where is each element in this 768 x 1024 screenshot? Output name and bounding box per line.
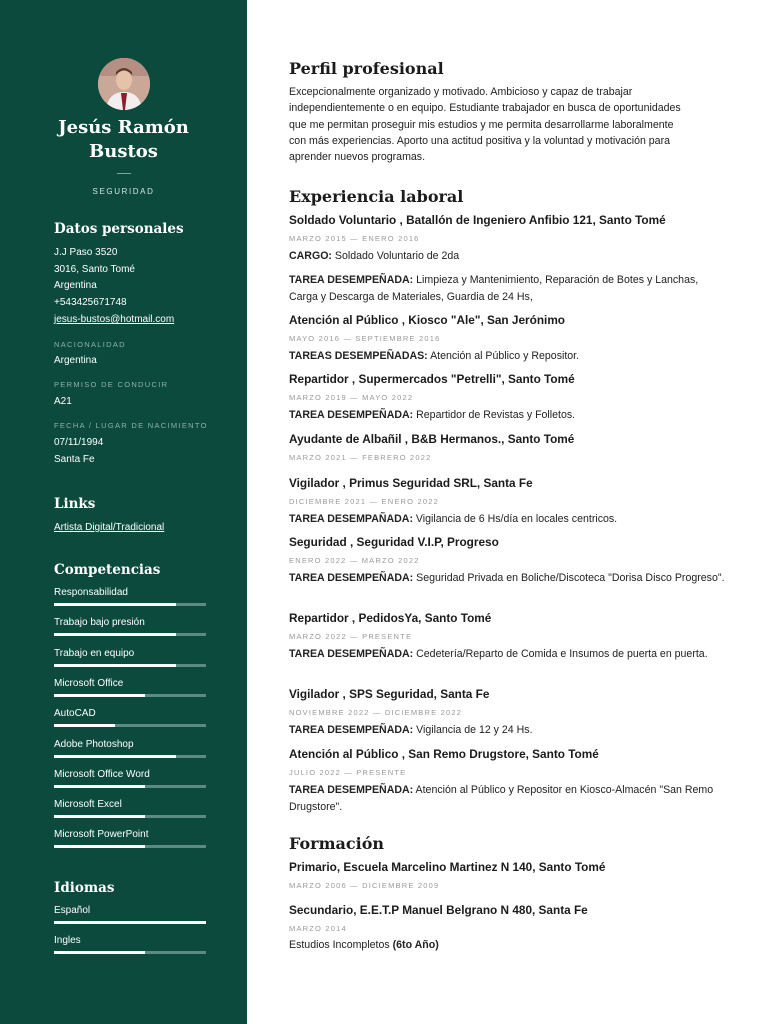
job-description xyxy=(289,272,729,305)
profile-line: Excepcionalmente organizado y motivado. Ambicioso y capaz de trabajar xyxy=(289,86,633,98)
email-link[interactable]: jesus-bustos@hotmail.com xyxy=(54,314,175,325)
link-item[interactable]: Artista Digital/Tradicional xyxy=(54,522,165,533)
language-label: Ingles xyxy=(54,935,81,947)
education-date: MARZO 2014 xyxy=(289,924,347,933)
job-description-text: Repartidor de Revistas y Folletos. xyxy=(413,409,576,421)
skills-heading: Competencias xyxy=(54,562,161,578)
skill-bar-fill xyxy=(54,724,115,727)
skill-label: AutoCAD xyxy=(54,708,96,720)
links-heading: Links xyxy=(54,496,96,512)
job-description-label: TAREA DESEMPAÑADA: xyxy=(289,513,413,525)
job-title: Atención al Público , Kiosco "Ale", San Jerónimo xyxy=(289,313,566,327)
job-description xyxy=(289,646,729,663)
skill-label: Adobe Photoshop xyxy=(54,738,134,750)
job-description-text: Atención al Público y Repositor en Kiosco-Almacén "San Remo Drugstore". xyxy=(289,784,714,813)
language-bar xyxy=(54,951,206,954)
job-title: Vigilador , Primus Seguridad SRL, Santa Fe xyxy=(289,476,533,490)
profile-heading: Perfil profesional xyxy=(289,59,444,78)
skill-label: Microsoft Office Word xyxy=(54,768,150,780)
country: Argentina xyxy=(54,280,97,291)
job-date: ENERO 2022 — MARZO 2022 xyxy=(289,556,420,565)
skill-label: Microsoft PowerPoint xyxy=(54,829,149,841)
job-description-text: Cedetería/Reparto de Comida e Insumos de puerta en puerta. xyxy=(413,648,708,660)
education-heading: Formación xyxy=(289,834,385,853)
language-label: Español xyxy=(54,905,91,916)
skill-label: Trabajo en equipo xyxy=(54,647,135,659)
skill-bar-fill xyxy=(54,633,176,636)
job-description-text: Vigilancia de 12 y 24 Hs. xyxy=(413,724,533,736)
skill-bar xyxy=(54,755,206,758)
experience-heading: Experiencia laboral xyxy=(289,187,464,206)
job-description-label: TAREA DESEMPEÑADA: xyxy=(289,572,414,584)
job-description-text: Vigilancia de 6 Hs/día en locales centricos. xyxy=(412,513,618,525)
skill-bar-fill xyxy=(54,755,176,758)
job-title: Soldado Voluntario , Batallón de Ingeniero Anfibio 121, Santo Tomé xyxy=(289,213,666,227)
skill-bar-fill xyxy=(54,603,176,606)
job-description xyxy=(289,782,729,815)
job-description-label: TAREAS DESEMPEÑADAS: xyxy=(289,350,428,362)
education-date: MARZO 2006 — DICIEMBRE 2009 xyxy=(289,881,440,890)
job-date: NOVIEMBRE 2022 — DICIEMBRE 2022 xyxy=(289,708,463,717)
address-line-1: J.J Paso 3520 xyxy=(54,247,118,258)
job-description-label: TAREA DESEMPEÑADA: xyxy=(289,409,414,421)
job-title: Atención al Público , San Remo Drugstore, Santo Tomé xyxy=(289,747,599,761)
job-title: Ayudante de Albañil , B&B Hermanos., Santo Tomé xyxy=(289,432,575,446)
skill-bar-fill xyxy=(54,664,176,667)
skill-bar xyxy=(54,603,206,606)
sidebar xyxy=(0,0,247,1024)
job-description-text: Limpieza y Mantenimiento, Reparación de Botes y Lanchas, Carga y Descarga de Materiales, Guardia de 24 Hs, xyxy=(289,274,699,303)
language-bar xyxy=(54,921,206,924)
job-description-text: Atención al Público y Repositor. xyxy=(427,350,580,362)
languages-heading: Idiomas xyxy=(54,880,115,896)
job-date: DICIEMBRE 2021 — ENERO 2022 xyxy=(289,497,439,506)
skill-bar-fill xyxy=(54,845,145,848)
skill-bar xyxy=(54,845,206,848)
job-description xyxy=(289,722,729,739)
job-description-label: TAREA DESEMPEÑADA: xyxy=(289,274,414,286)
job-description xyxy=(289,570,729,587)
job-title: Vigilador , SPS Seguridad, Santa Fe xyxy=(289,687,490,701)
skill-bar-fill xyxy=(54,785,145,788)
job-title: Repartidor , PedidosYa, Santo Tomé xyxy=(289,611,492,625)
job-date: MARZO 2015 — ENERO 2016 xyxy=(289,234,420,243)
job-date: MAYO 2016 — SEPTIEMBRE 2016 xyxy=(289,334,441,343)
job-description-label: TAREA DESEMPEÑADA: xyxy=(289,784,414,796)
education-description xyxy=(289,937,729,954)
profile-line: que me permitan proseguir mis estudios y me permita desarrollarme laboralmente xyxy=(289,118,674,131)
job-date: MARZO 2019 — MAYO 2022 xyxy=(289,393,414,402)
language-bar-fill xyxy=(54,951,145,954)
skill-bar xyxy=(54,633,206,636)
job-description xyxy=(289,348,729,365)
avatar xyxy=(98,58,150,110)
skill-bar-fill xyxy=(54,815,145,818)
skill-label: Microsoft Office xyxy=(54,677,124,689)
education-title: Secundario, E.E.T.P Manuel Belgrano N 480, Santa Fe xyxy=(289,903,588,917)
education-description-bold: (6to Año) xyxy=(392,939,439,951)
job-description-label: TAREA DESEMPEÑADA: xyxy=(289,648,414,660)
skill-bar xyxy=(54,694,206,697)
skill-label: Trabajo bajo presión xyxy=(54,617,145,629)
skill-bar xyxy=(54,785,206,788)
job-date: MARZO 2022 — PRESENTE xyxy=(289,632,413,641)
skill-bar xyxy=(54,815,206,818)
education-title: Primario, Escuela Marcelino Martinez N 140, Santo Tomé xyxy=(289,860,606,874)
job-title: SEGURIDAD xyxy=(92,187,155,196)
name-divider xyxy=(117,173,131,174)
job-date: MARZO 2021 — FEBRERO 2022 xyxy=(289,453,432,462)
profile-line: independientemente o en equipo. Estudiante trabajador en busca de oportunidades xyxy=(289,102,681,115)
name-line-2: Bustos xyxy=(89,141,158,162)
address-line-2: 3016, Santo Tomé xyxy=(54,264,135,275)
birth-date: 07/11/1994 xyxy=(54,437,104,448)
job-description xyxy=(289,407,729,424)
skill-bar-fill xyxy=(54,694,145,697)
profile-line: aprender nuevos programas. xyxy=(289,151,426,164)
avatar-photo xyxy=(98,58,150,110)
birth-place: Santa Fe xyxy=(54,454,95,465)
nationality-label: NACIONALIDAD xyxy=(54,340,126,349)
personal-data-heading: Datos personales xyxy=(54,221,184,237)
profile-line: con más experiencias. Aporto una actitud positiva y la voluntad y motivación para xyxy=(289,134,670,147)
language-bar-fill xyxy=(54,921,206,924)
job-description xyxy=(289,248,729,265)
name-line-1: Jesús Ramón xyxy=(58,117,189,138)
education-description-text: Estudios Incompletos xyxy=(289,939,393,951)
job-description-text: Soldado Voluntario de 2da xyxy=(331,250,460,262)
job-title: Seguridad , Seguridad V.I.P, Progreso xyxy=(289,535,499,549)
birth-label: FECHA / LUGAR DE NACIMIENTO xyxy=(54,421,208,430)
skill-bar xyxy=(54,664,206,667)
skill-label: Microsoft Excel xyxy=(54,799,122,811)
full-name xyxy=(0,116,247,164)
job-description-label: TAREA DESEMPEÑADA: xyxy=(289,724,414,736)
license-label: PERMISO DE CONDUCIR xyxy=(54,380,169,389)
job-description-text: Seguridad Privada en Boliche/Discoteca "Dorisa Disco Progreso". xyxy=(413,572,725,584)
license-value: A21 xyxy=(54,396,72,407)
job-description-label: CARGO: xyxy=(289,250,332,262)
job-description xyxy=(289,511,729,528)
skill-bar xyxy=(54,724,206,727)
job-title: Repartidor , Supermercados "Petrelli", Santo Tomé xyxy=(289,372,575,386)
nationality-value: Argentina xyxy=(54,355,97,366)
skill-label: Responsabilidad xyxy=(54,587,128,598)
phone: +543425671748 xyxy=(54,297,127,308)
job-date: JULIO 2022 — PRESENTE xyxy=(289,768,407,777)
